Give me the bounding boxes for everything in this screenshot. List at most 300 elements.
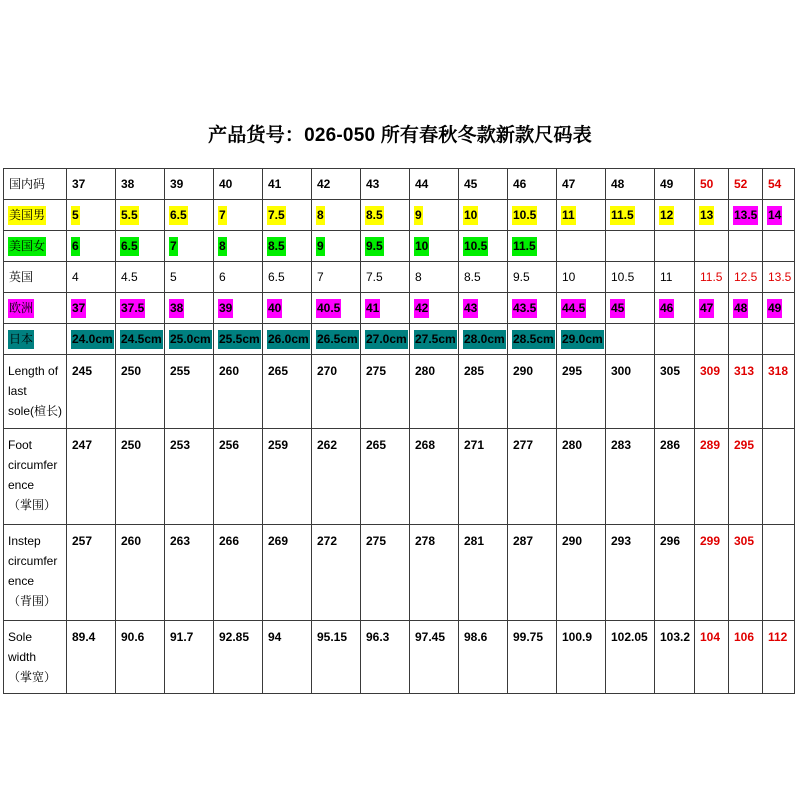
size-chart-body: [4, 169, 795, 694]
table-cell: [116, 293, 165, 324]
cell-value: 27.5cm: [414, 330, 457, 349]
cell-value: 280: [415, 364, 436, 378]
cell-value: 262: [317, 438, 338, 452]
cell-value: 11.5: [512, 237, 537, 256]
cell-value: 12: [659, 206, 674, 225]
cell-value: 28.5cm: [512, 330, 555, 349]
row-header-label: 欧洲: [8, 299, 34, 318]
table-cell: [763, 200, 795, 231]
cell-value: 7.5: [366, 269, 383, 284]
table-cell: [606, 324, 655, 355]
cell-value: 37.5: [120, 299, 145, 318]
cell-value: 295: [734, 438, 755, 452]
table-cell: [214, 169, 263, 200]
table-cell: [729, 525, 763, 621]
row-header: [4, 525, 67, 621]
table-cell: [361, 262, 410, 293]
table-cell: [729, 621, 763, 694]
cell-value: 293: [611, 534, 632, 548]
table-cell: [410, 262, 459, 293]
cell-value: 9.5: [365, 237, 384, 256]
cell-value: 10: [414, 237, 429, 256]
cell-value: 96.3: [366, 630, 390, 644]
table-row: [4, 525, 795, 621]
cell-value: 24.5cm: [120, 330, 163, 349]
cell-value: 295: [562, 364, 583, 378]
table-cell: [214, 429, 263, 525]
table-cell: [214, 355, 263, 429]
table-cell: [410, 621, 459, 694]
table-cell: [165, 621, 214, 694]
row-header-line: （背围）: [8, 594, 57, 608]
cell-value: 247: [72, 438, 93, 452]
cell-value: 10.5: [611, 269, 635, 284]
table-cell: [312, 525, 361, 621]
table-cell: [312, 231, 361, 262]
cell-value: 13.5: [733, 206, 758, 225]
table-cell: [263, 324, 312, 355]
cell-value: 6: [219, 269, 226, 284]
cell-value: 44: [415, 176, 429, 191]
row-header-label: 美国男: [8, 206, 46, 225]
table-cell: [763, 525, 795, 621]
cell-value: 37: [72, 176, 86, 191]
row-header-line: sole(楦长): [8, 404, 63, 418]
row-header-line: ence: [8, 478, 35, 492]
table-cell: [214, 621, 263, 694]
table-cell: [729, 262, 763, 293]
table-cell: [165, 293, 214, 324]
row-header-label: 国内码: [9, 176, 46, 191]
cell-value: 281: [464, 534, 485, 548]
row-header-line: circumfer: [8, 554, 58, 568]
cell-value: 271: [464, 438, 485, 452]
table-cell: [695, 169, 729, 200]
table-cell: [508, 621, 557, 694]
table-cell: [763, 324, 795, 355]
table-cell: [410, 429, 459, 525]
cell-value: 46: [513, 176, 527, 191]
table-cell: [763, 293, 795, 324]
cell-value: 40: [267, 299, 282, 318]
cell-value: 9.5: [513, 269, 530, 284]
cell-value: 10: [463, 206, 478, 225]
table-cell: [655, 621, 695, 694]
table-cell: [606, 525, 655, 621]
cell-value: 268: [415, 438, 436, 452]
cell-value: 10.5: [463, 237, 488, 256]
cell-value: 253: [170, 438, 191, 452]
cell-value: 8: [218, 237, 227, 256]
table-cell: [165, 231, 214, 262]
table-cell: [557, 169, 606, 200]
cell-value: 7.5: [267, 206, 286, 225]
table-cell: [606, 355, 655, 429]
table-cell: [263, 231, 312, 262]
cell-value: 287: [513, 534, 534, 548]
cell-value: 48: [611, 176, 625, 191]
table-cell: [165, 525, 214, 621]
cell-value: 275: [366, 534, 387, 548]
cell-value: 266: [219, 534, 240, 548]
cell-value: 39: [170, 176, 184, 191]
cell-value: 305: [660, 364, 681, 378]
cell-value: 39: [218, 299, 233, 318]
cell-value: 250: [121, 364, 142, 378]
row-header: [4, 293, 67, 324]
table-cell: [508, 324, 557, 355]
cell-value: 54: [768, 176, 782, 191]
table-row: [4, 231, 795, 262]
table-cell: [67, 355, 116, 429]
cell-value: 28.0cm: [463, 330, 506, 349]
cell-value: 27.0cm: [365, 330, 408, 349]
table-cell: [263, 169, 312, 200]
table-cell: [763, 429, 795, 525]
cell-value: 250: [121, 438, 142, 452]
cell-value: 8.5: [267, 237, 286, 256]
cell-value: 5: [71, 206, 80, 225]
cell-value: 299: [700, 534, 721, 548]
table-cell: [729, 231, 763, 262]
table-row: [4, 200, 795, 231]
table-cell: [695, 621, 729, 694]
table-cell: [214, 262, 263, 293]
table-cell: [263, 262, 312, 293]
table-cell: [361, 200, 410, 231]
row-header-line: Instep: [8, 534, 41, 548]
row-header-line: Foot: [8, 438, 33, 452]
cell-value: 43.5: [512, 299, 537, 318]
table-cell: [655, 293, 695, 324]
table-row: [4, 621, 795, 694]
table-cell: [361, 525, 410, 621]
table-cell: [508, 525, 557, 621]
table-cell: [410, 355, 459, 429]
table-cell: [729, 293, 763, 324]
table-cell: [729, 200, 763, 231]
row-header-line: （掌宽）: [8, 670, 57, 684]
row-header: [4, 231, 67, 262]
cell-value: 7: [317, 269, 324, 284]
cell-value: 38: [121, 176, 135, 191]
table-cell: [459, 231, 508, 262]
row-header: [4, 262, 67, 293]
cell-value: 25.0cm: [169, 330, 212, 349]
cell-value: 11: [561, 206, 576, 225]
cell-value: 269: [268, 534, 289, 548]
row-header: [4, 200, 67, 231]
table-cell: [557, 429, 606, 525]
cell-value: 91.7: [170, 630, 194, 644]
row-header-line: width: [8, 650, 37, 664]
table-cell: [312, 324, 361, 355]
table-cell: [763, 262, 795, 293]
row-header: [4, 324, 67, 355]
table-cell: [214, 324, 263, 355]
cell-value: 8.5: [464, 269, 481, 284]
cell-value: 7: [218, 206, 227, 225]
cell-value: 285: [464, 364, 485, 378]
cell-value: 45: [464, 176, 478, 191]
table-cell: [263, 429, 312, 525]
table-cell: [312, 429, 361, 525]
row-header: [4, 355, 67, 429]
table-cell: [459, 200, 508, 231]
table-cell: [263, 355, 312, 429]
table-cell: [263, 621, 312, 694]
cell-value: 289: [700, 438, 721, 452]
table-cell: [361, 355, 410, 429]
cell-value: 13.5: [768, 269, 792, 284]
table-cell: [459, 324, 508, 355]
cell-value: 256: [219, 438, 240, 452]
table-cell: [165, 355, 214, 429]
row-header-line: （掌围）: [8, 498, 57, 512]
cell-value: 11.5: [700, 269, 723, 284]
row-header: [4, 169, 67, 200]
table-cell: [459, 621, 508, 694]
cell-value: 6.5: [268, 269, 285, 284]
cell-value: 47: [699, 299, 714, 318]
cell-value: 43: [463, 299, 478, 318]
table-cell: [606, 293, 655, 324]
page-title: 产品货号：026-050 所有春秋冬款新款尺码表: [208, 125, 592, 146]
cell-value: 263: [170, 534, 191, 548]
table-cell: [312, 200, 361, 231]
table-cell: [263, 525, 312, 621]
cell-value: 6.5: [169, 206, 188, 225]
table-cell: [361, 231, 410, 262]
table-cell: [459, 169, 508, 200]
cell-value: 245: [72, 364, 93, 378]
table-cell: [695, 429, 729, 525]
cell-value: 265: [268, 364, 289, 378]
cell-value: 29.0cm: [561, 330, 604, 349]
table-cell: [410, 231, 459, 262]
cell-value: 89.4: [72, 630, 96, 644]
table-cell: [606, 262, 655, 293]
cell-value: 104: [700, 630, 721, 644]
row-header-label: 美国女: [8, 237, 46, 256]
table-cell: [655, 355, 695, 429]
table-cell: [116, 525, 165, 621]
cell-value: 255: [170, 364, 191, 378]
table-cell: [606, 429, 655, 525]
cell-value: 6.5: [120, 237, 139, 256]
table-row: [4, 169, 795, 200]
cell-value: 13: [699, 206, 714, 225]
cell-value: 38: [169, 299, 184, 318]
table-cell: [557, 355, 606, 429]
cell-value: 260: [219, 364, 240, 378]
cell-value: 49: [767, 299, 782, 318]
table-cell: [557, 200, 606, 231]
table-cell: [695, 525, 729, 621]
cell-value: 278: [415, 534, 436, 548]
table-cell: [459, 262, 508, 293]
table-cell: [312, 355, 361, 429]
table-cell: [508, 200, 557, 231]
table-cell: [361, 324, 410, 355]
table-cell: [116, 355, 165, 429]
cell-value: 98.6: [464, 630, 488, 644]
table-cell: [557, 621, 606, 694]
table-cell: [729, 324, 763, 355]
table-cell: [410, 169, 459, 200]
cell-value: 90.6: [121, 630, 145, 644]
table-row: [4, 262, 795, 293]
table-cell: [116, 200, 165, 231]
table-cell: [508, 169, 557, 200]
row-header-line: ence: [8, 574, 35, 588]
cell-value: 45: [610, 299, 625, 318]
cell-value: 8: [415, 269, 422, 284]
cell-value: 24.0cm: [71, 330, 114, 349]
cell-value: 4.5: [121, 269, 138, 284]
table-cell: [263, 200, 312, 231]
table-cell: [214, 231, 263, 262]
cell-value: 4: [72, 269, 79, 284]
row-header-line: circumfer: [8, 458, 58, 472]
table-cell: [312, 293, 361, 324]
cell-value: 313: [734, 364, 755, 378]
table-cell: [67, 324, 116, 355]
cell-value: 41: [365, 299, 380, 318]
table-cell: [67, 429, 116, 525]
table-cell: [508, 293, 557, 324]
table-cell: [655, 525, 695, 621]
table-cell: [508, 429, 557, 525]
cell-value: 10.5: [512, 206, 537, 225]
cell-value: 260: [121, 534, 142, 548]
cell-value: 14: [767, 206, 782, 225]
cell-value: 290: [513, 364, 534, 378]
cell-value: 5.5: [120, 206, 139, 225]
table-cell: [695, 262, 729, 293]
table-cell: [729, 169, 763, 200]
cell-value: 305: [734, 534, 755, 548]
cell-value: 46: [659, 299, 674, 318]
table-row: [4, 429, 795, 525]
table-cell: [695, 293, 729, 324]
table-cell: [459, 355, 508, 429]
cell-value: 42: [317, 176, 331, 191]
table-row: [4, 293, 795, 324]
table-cell: [557, 324, 606, 355]
table-cell: [763, 231, 795, 262]
cell-value: 47: [562, 176, 576, 191]
table-cell: [312, 621, 361, 694]
cell-value: 41: [268, 176, 282, 191]
table-cell: [695, 200, 729, 231]
table-cell: [557, 293, 606, 324]
cell-value: 43: [366, 176, 380, 191]
table-cell: [67, 525, 116, 621]
table-cell: [312, 169, 361, 200]
table-cell: [116, 169, 165, 200]
cell-value: 42: [414, 299, 429, 318]
table-cell: [361, 169, 410, 200]
table-cell: [361, 293, 410, 324]
table-cell: [214, 293, 263, 324]
cell-value: 95.15: [317, 630, 348, 644]
cell-value: 7: [169, 237, 178, 256]
table-cell: [67, 293, 116, 324]
table-cell: [695, 231, 729, 262]
table-cell: [165, 262, 214, 293]
table-cell: [410, 324, 459, 355]
table-cell: [763, 621, 795, 694]
cell-value: 92.85: [219, 630, 250, 644]
table-cell: [67, 231, 116, 262]
table-cell: [67, 169, 116, 200]
cell-value: 309: [700, 364, 721, 378]
cell-value: 9: [316, 237, 325, 256]
cell-value: 259: [268, 438, 289, 452]
table-cell: [508, 231, 557, 262]
table-cell: [655, 324, 695, 355]
table-cell: [116, 621, 165, 694]
table-cell: [165, 324, 214, 355]
cell-value: 26.0cm: [267, 330, 310, 349]
table-cell: [165, 169, 214, 200]
cell-value: 290: [562, 534, 583, 548]
table-cell: [655, 231, 695, 262]
cell-value: 272: [317, 534, 338, 548]
table-cell: [557, 231, 606, 262]
table-cell: [459, 293, 508, 324]
table-cell: [655, 429, 695, 525]
cell-value: 277: [513, 438, 534, 452]
table-cell: [459, 429, 508, 525]
row-header-label: 日本: [8, 330, 34, 349]
cell-value: 49: [660, 176, 674, 191]
cell-value: 48: [733, 299, 748, 318]
cell-value: 102.05: [611, 630, 648, 644]
table-cell: [263, 293, 312, 324]
table-cell: [655, 169, 695, 200]
table-cell: [508, 262, 557, 293]
table-cell: [410, 525, 459, 621]
cell-value: 9: [414, 206, 423, 225]
cell-value: 257: [72, 534, 93, 548]
row-header: [4, 429, 67, 525]
row-header-line: Length of: [8, 364, 59, 378]
table-cell: [606, 231, 655, 262]
table-cell: [606, 621, 655, 694]
table-cell: [606, 169, 655, 200]
cell-value: 25.5cm: [218, 330, 261, 349]
table-cell: [361, 429, 410, 525]
row-header-line: last: [8, 384, 27, 398]
cell-value: 318: [768, 364, 789, 378]
row-header: [4, 621, 67, 694]
table-row: [4, 324, 795, 355]
cell-value: 280: [562, 438, 583, 452]
cell-value: 40: [219, 176, 233, 191]
cell-value: 11: [660, 269, 673, 284]
cell-value: 5: [170, 269, 177, 284]
table-cell: [557, 525, 606, 621]
table-cell: [606, 200, 655, 231]
cell-value: 8.5: [365, 206, 384, 225]
cell-value: 50: [700, 176, 714, 191]
table-cell: [165, 200, 214, 231]
cell-value: 12.5: [734, 269, 758, 284]
cell-value: 275: [366, 364, 387, 378]
cell-value: 8: [316, 206, 325, 225]
